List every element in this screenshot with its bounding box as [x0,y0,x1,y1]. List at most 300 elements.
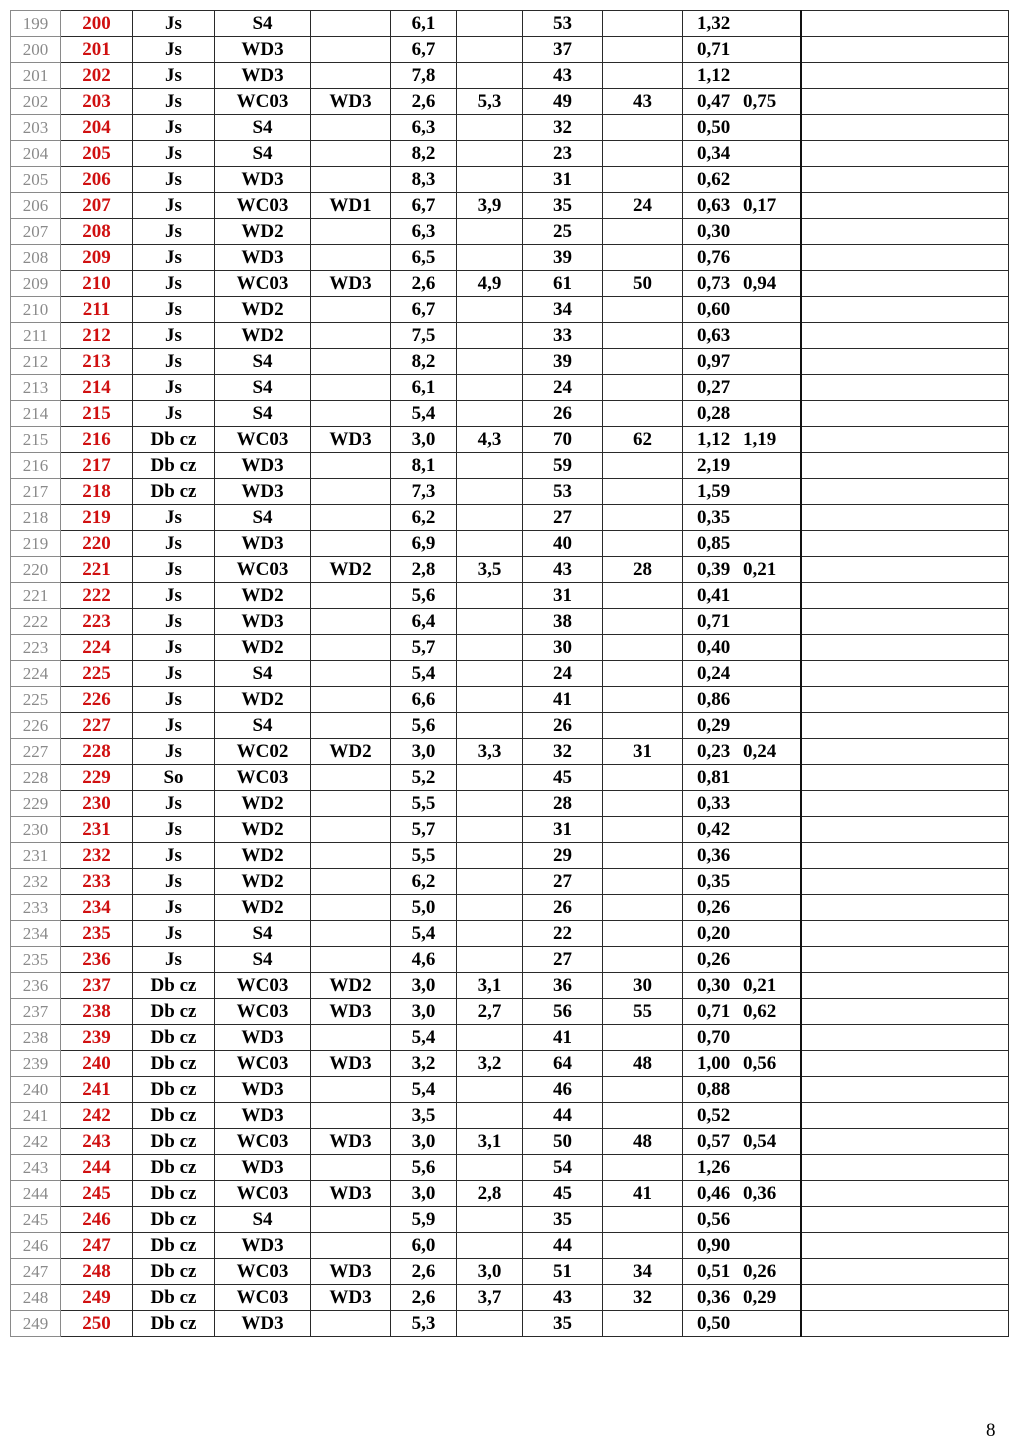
site-type-b-cell [311,895,391,921]
value-g: 0,42 [697,819,731,840]
value-e-cell: 31 [523,817,603,843]
value-f-cell [603,531,683,557]
value-d-cell [457,167,523,193]
value-c-cell: 6,3 [391,115,457,141]
row-number-cell: 242 [11,1129,61,1155]
site-type-b-cell: WD3 [311,1129,391,1155]
empty-extra-cell [801,37,1009,63]
site-type-b-cell: WD1 [311,193,391,219]
empty-extra-cell [801,583,1009,609]
sample-id-cell: 231 [61,817,133,843]
value-gh-cell [683,401,801,427]
value-e-cell: 24 [523,375,603,401]
site-type-a-cell: WC03 [215,193,311,219]
value-f-cell [603,713,683,739]
species-cell: Js [133,791,215,817]
empty-extra-cell [801,791,1009,817]
site-type-b-cell [311,11,391,37]
empty-extra-cell [801,11,1009,37]
species-cell: Js [133,921,215,947]
value-c-cell: 2,6 [391,1285,457,1311]
value-f-cell [603,479,683,505]
empty-extra-cell [801,1103,1009,1129]
empty-extra-cell [801,167,1009,193]
value-e-cell: 25 [523,219,603,245]
site-type-b-cell [311,1233,391,1259]
species-cell: Db cz [133,1051,215,1077]
sample-id-cell: 246 [61,1207,133,1233]
value-d-cell [457,401,523,427]
empty-extra-cell [801,453,1009,479]
table-row [11,453,1009,479]
value-c-cell: 3,0 [391,999,457,1025]
species-cell: Js [133,687,215,713]
value-c-cell: 7,3 [391,479,457,505]
value-d-cell: 3,9 [457,193,523,219]
table-row [11,635,1009,661]
site-type-b-cell [311,869,391,895]
site-type-a-cell: WC03 [215,1285,311,1311]
value-c-cell: 6,5 [391,245,457,271]
value-e-cell: 53 [523,11,603,37]
site-type-a-cell: WD3 [215,1311,311,1337]
row-number-cell: 239 [11,1051,61,1077]
value-c-cell: 5,4 [391,401,457,427]
species-cell: Db cz [133,1155,215,1181]
site-type-b-cell [311,1103,391,1129]
row-number-cell: 236 [11,973,61,999]
value-gh-cell [683,219,801,245]
site-type-b-cell [311,323,391,349]
value-d-cell: 2,8 [457,1181,523,1207]
empty-extra-cell [801,505,1009,531]
table-row [11,505,1009,531]
site-type-a-cell: WD3 [215,37,311,63]
value-g: 0,39 [697,559,731,580]
value-c-cell: 6,2 [391,505,457,531]
empty-extra-cell [801,323,1009,349]
empty-extra-cell [801,1155,1009,1181]
empty-extra-cell [801,843,1009,869]
table-row [11,1103,1009,1129]
value-g: 1,12 [697,429,731,450]
value-e-cell: 24 [523,661,603,687]
value-d-cell [457,869,523,895]
empty-extra-cell [801,115,1009,141]
sample-id-cell: 249 [61,1285,133,1311]
site-type-a-cell: WD2 [215,219,311,245]
value-h: 0,56 [743,1053,777,1074]
value-e-cell: 26 [523,401,603,427]
site-type-b-cell [311,1077,391,1103]
species-cell: Db cz [133,1233,215,1259]
table-row [11,11,1009,37]
sample-id-cell: 203 [61,89,133,115]
value-f-cell: 50 [603,271,683,297]
data-table [10,10,1009,1337]
table-row [11,1051,1009,1077]
empty-extra-cell [801,297,1009,323]
value-g: 1,00 [697,1053,731,1074]
row-number-cell: 214 [11,401,61,427]
table-row [11,115,1009,141]
empty-extra-cell [801,973,1009,999]
site-type-a-cell: S4 [215,115,311,141]
value-gh-cell [683,1233,801,1259]
empty-extra-cell [801,531,1009,557]
table-row [11,479,1009,505]
species-cell: Js [133,557,215,583]
value-c-cell: 5,2 [391,765,457,791]
value-d-cell [457,63,523,89]
value-f-cell [603,1077,683,1103]
value-g: 0,46 [697,1183,731,1204]
sample-id-cell: 248 [61,1259,133,1285]
value-c-cell: 7,5 [391,323,457,349]
site-type-b-cell: WD3 [311,89,391,115]
empty-extra-cell [801,1311,1009,1337]
sample-id-cell: 208 [61,219,133,245]
site-type-a-cell: WC03 [215,973,311,999]
species-cell: Js [133,505,215,531]
value-d-cell [457,687,523,713]
site-type-a-cell: WC02 [215,739,311,765]
table-row [11,1025,1009,1051]
value-d-cell [457,921,523,947]
site-type-a-cell: WC03 [215,1129,311,1155]
table-row [11,609,1009,635]
value-gh-cell [683,271,801,297]
value-f-cell [603,63,683,89]
table-row [11,947,1009,973]
value-d-cell [457,11,523,37]
value-gh-cell [683,635,801,661]
site-type-a-cell: WD3 [215,1233,311,1259]
value-c-cell: 2,6 [391,89,457,115]
row-number-cell: 222 [11,609,61,635]
value-c-cell: 5,5 [391,791,457,817]
table-row [11,1285,1009,1311]
value-h: 0,62 [743,1001,777,1022]
value-g: 0,63 [697,195,731,216]
value-gh-cell [683,245,801,271]
value-c-cell: 5,6 [391,583,457,609]
value-c-cell: 5,0 [391,895,457,921]
species-cell: Js [133,11,215,37]
sample-id-cell: 213 [61,349,133,375]
value-d-cell: 4,3 [457,427,523,453]
row-number-cell: 201 [11,63,61,89]
site-type-a-cell: WD2 [215,323,311,349]
species-cell: Db cz [133,1311,215,1337]
empty-extra-cell [801,89,1009,115]
value-g: 0,88 [697,1079,731,1100]
table-row [11,973,1009,999]
row-number-cell: 238 [11,1025,61,1051]
value-h: 0,94 [743,273,777,294]
value-c-cell: 2,8 [391,557,457,583]
table-row [11,1207,1009,1233]
value-g: 0,52 [697,1105,731,1126]
empty-extra-cell [801,63,1009,89]
site-type-b-cell [311,609,391,635]
site-type-b-cell [311,167,391,193]
species-cell: Js [133,661,215,687]
value-f-cell: 24 [603,193,683,219]
table-row [11,401,1009,427]
site-type-b-cell [311,791,391,817]
value-f-cell: 62 [603,427,683,453]
value-f-cell [603,1233,683,1259]
site-type-b-cell [311,661,391,687]
site-type-b-cell [311,141,391,167]
value-d-cell [457,219,523,245]
site-type-b-cell [311,843,391,869]
value-d-cell [457,141,523,167]
value-h: 0,75 [743,91,777,112]
sample-id-cell: 207 [61,193,133,219]
species-cell: Db cz [133,1181,215,1207]
value-e-cell: 35 [523,1311,603,1337]
sample-id-cell: 220 [61,531,133,557]
value-c-cell: 4,6 [391,947,457,973]
page-number: 8 [986,1420,996,1441]
value-d-cell [457,947,523,973]
table-row [11,869,1009,895]
table-row [11,531,1009,557]
value-f-cell [603,1103,683,1129]
value-e-cell: 27 [523,505,603,531]
value-c-cell: 6,7 [391,37,457,63]
table-row [11,37,1009,63]
species-cell: Db cz [133,1207,215,1233]
value-d-cell: 3,0 [457,1259,523,1285]
species-cell: Js [133,89,215,115]
value-f-cell [603,1207,683,1233]
site-type-b-cell [311,219,391,245]
value-c-cell: 5,6 [391,1155,457,1181]
value-gh-cell [683,765,801,791]
value-g: 1,59 [697,481,731,502]
value-f-cell: 55 [603,999,683,1025]
value-e-cell: 31 [523,583,603,609]
value-d-cell [457,245,523,271]
empty-extra-cell [801,1285,1009,1311]
table-row [11,63,1009,89]
value-g: 0,35 [697,507,731,528]
species-cell: Js [133,895,215,921]
value-c-cell: 5,7 [391,635,457,661]
empty-extra-cell [801,401,1009,427]
species-cell: Js [133,193,215,219]
value-f-cell [603,791,683,817]
row-number-cell: 206 [11,193,61,219]
table-row [11,999,1009,1025]
species-cell: Js [133,713,215,739]
site-type-b-cell [311,115,391,141]
value-d-cell: 2,7 [457,999,523,1025]
value-f-cell [603,609,683,635]
value-h: 0,21 [743,559,777,580]
value-c-cell: 5,3 [391,1311,457,1337]
value-f-cell: 32 [603,1285,683,1311]
value-c-cell: 6,7 [391,193,457,219]
sample-id-cell: 227 [61,713,133,739]
value-h: 0,36 [743,1183,777,1204]
row-number-cell: 215 [11,427,61,453]
site-type-b-cell [311,921,391,947]
sample-id-cell: 242 [61,1103,133,1129]
row-number-cell: 221 [11,583,61,609]
site-type-b-cell: WD3 [311,1285,391,1311]
value-g: 1,12 [697,65,731,86]
value-gh-cell [683,1051,801,1077]
value-gh-cell [683,895,801,921]
value-f-cell [603,1025,683,1051]
species-cell: Js [133,817,215,843]
species-cell: Js [133,531,215,557]
value-f-cell [603,661,683,687]
value-c-cell: 6,6 [391,687,457,713]
site-type-b-cell [311,1155,391,1181]
value-f-cell [603,1311,683,1337]
value-e-cell: 61 [523,271,603,297]
site-type-b-cell [311,375,391,401]
value-gh-cell [683,427,801,453]
value-gh-cell [683,1181,801,1207]
value-e-cell: 51 [523,1259,603,1285]
value-h: 1,19 [743,429,777,450]
sample-id-cell: 241 [61,1077,133,1103]
row-number-cell: 202 [11,89,61,115]
value-c-cell: 8,2 [391,349,457,375]
row-number-cell: 247 [11,1259,61,1285]
site-type-a-cell: S4 [215,505,311,531]
sample-id-cell: 243 [61,1129,133,1155]
species-cell: Db cz [133,1129,215,1155]
table-row [11,89,1009,115]
value-d-cell [457,1077,523,1103]
site-type-b-cell: WD2 [311,557,391,583]
site-type-b-cell [311,505,391,531]
site-type-a-cell: WC03 [215,1051,311,1077]
species-cell: Js [133,63,215,89]
row-number-cell: 207 [11,219,61,245]
value-c-cell: 5,7 [391,817,457,843]
value-gh-cell [683,921,801,947]
value-g: 0,90 [697,1235,731,1256]
sample-id-cell: 228 [61,739,133,765]
value-c-cell: 6,9 [391,531,457,557]
value-c-cell: 5,4 [391,1025,457,1051]
value-h: 0,17 [743,195,777,216]
value-g: 0,50 [697,117,731,138]
value-g: 0,71 [697,39,731,60]
value-gh-cell [683,739,801,765]
value-e-cell: 35 [523,1207,603,1233]
value-gh-cell [683,89,801,115]
species-cell: Db cz [133,1103,215,1129]
value-d-cell [457,1311,523,1337]
sample-id-cell: 240 [61,1051,133,1077]
row-number-cell: 213 [11,375,61,401]
value-d-cell [457,583,523,609]
empty-extra-cell [801,219,1009,245]
value-f-cell [603,323,683,349]
species-cell: Js [133,843,215,869]
value-gh-cell [683,1103,801,1129]
value-gh-cell [683,791,801,817]
value-g: 2,19 [697,455,731,476]
species-cell: Db cz [133,999,215,1025]
value-d-cell [457,1233,523,1259]
sample-id-cell: 244 [61,1155,133,1181]
site-type-a-cell: WC03 [215,1259,311,1285]
sample-id-cell: 247 [61,1233,133,1259]
value-d-cell: 3,2 [457,1051,523,1077]
value-e-cell: 54 [523,1155,603,1181]
value-gh-cell [683,479,801,505]
site-type-b-cell [311,583,391,609]
value-gh-cell [683,869,801,895]
row-number-cell: 237 [11,999,61,1025]
value-e-cell: 37 [523,37,603,63]
empty-extra-cell [801,869,1009,895]
value-e-cell: 43 [523,1285,603,1311]
site-type-b-cell: WD2 [311,739,391,765]
value-c-cell: 3,0 [391,1181,457,1207]
value-g: 0,71 [697,1001,731,1022]
empty-extra-cell [801,1129,1009,1155]
sample-id-cell: 219 [61,505,133,531]
site-type-b-cell [311,947,391,973]
value-e-cell: 27 [523,869,603,895]
table-row [11,687,1009,713]
value-d-cell [457,479,523,505]
value-d-cell [457,843,523,869]
species-cell: Js [133,947,215,973]
site-type-b-cell: WD3 [311,1259,391,1285]
value-g: 0,26 [697,897,731,918]
value-g: 0,71 [697,611,731,632]
row-number-cell: 225 [11,687,61,713]
value-f-cell: 48 [603,1051,683,1077]
value-g: 0,35 [697,871,731,892]
row-number-cell: 200 [11,37,61,63]
value-g: 0,29 [697,715,731,736]
value-f-cell [603,583,683,609]
sample-id-cell: 214 [61,375,133,401]
value-f-cell [603,1155,683,1181]
value-c-cell: 3,2 [391,1051,457,1077]
species-cell: Js [133,323,215,349]
value-gh-cell [683,1285,801,1311]
species-cell: Js [133,609,215,635]
value-gh-cell [683,947,801,973]
row-number-cell: 241 [11,1103,61,1129]
value-gh-cell [683,505,801,531]
table-row [11,193,1009,219]
value-gh-cell [683,63,801,89]
value-f-cell [603,453,683,479]
value-e-cell: 31 [523,167,603,193]
value-c-cell: 3,0 [391,739,457,765]
value-c-cell: 8,3 [391,167,457,193]
value-d-cell: 5,3 [457,89,523,115]
site-type-a-cell: WC03 [215,427,311,453]
table-row [11,661,1009,687]
value-e-cell: 22 [523,921,603,947]
